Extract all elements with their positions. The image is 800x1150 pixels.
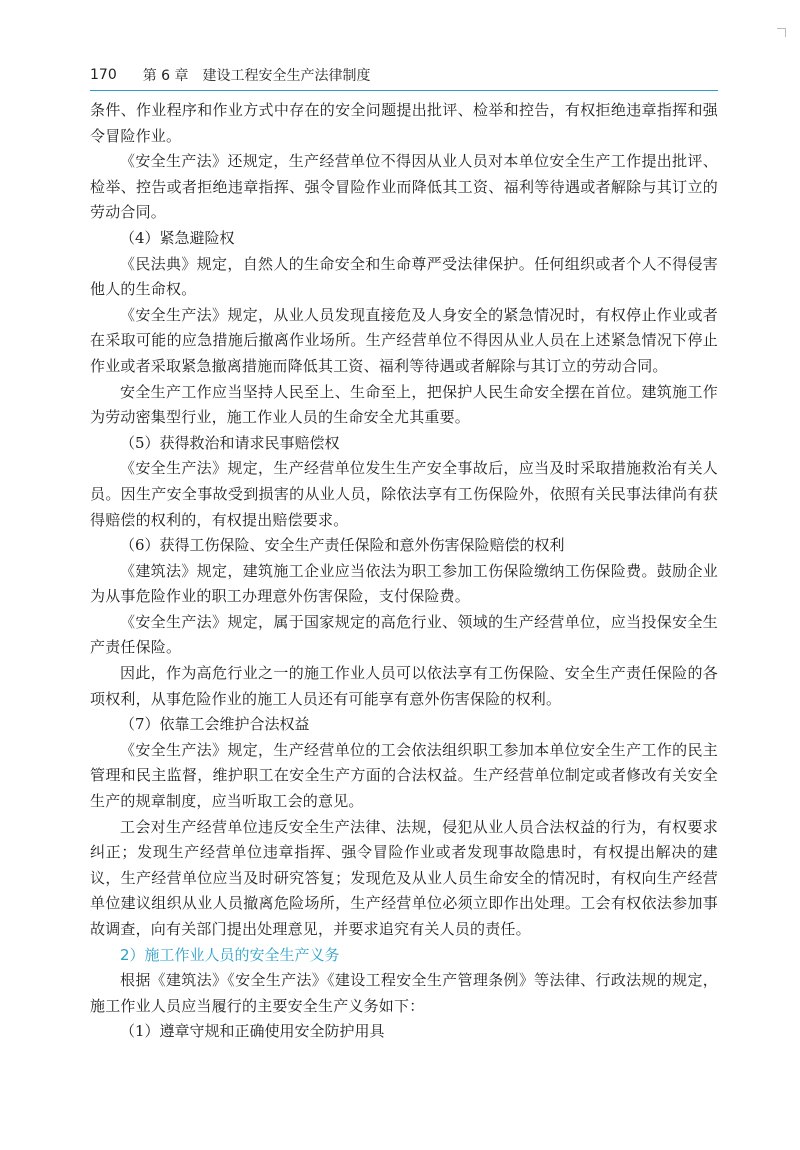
paragraph: 安全生产工作应当坚持人民至上、生命至上，把保护人民生命安全摆在首位。建筑施工作为劳动密集型行业，施工作业人员的生命安全尤其重要。 [90,382,718,427]
page-number: 170 [90,67,117,83]
subheading: （1）遵章守规和正确使用安全防护用具 [120,1022,385,1041]
paragraph: 条件、作业程序和作业方式中存在的安全问题提出批评、检举和控告，有权拒绝违章指挥和强令冒险作业。 [90,101,718,145]
paragraph: 《建筑法》规定，建筑施工企业应当依法为职工参加工伤保险缴纳工伤保险费。鼓励企业为从事危险作业的职工办理意外伤害保险，支付保险费。 [90,561,718,606]
chapter-title: 建设工程安全生产法律制度 [202,68,371,84]
paragraph: 工会对生产经营单位违反安全生产法律、法规，侵犯从业人员合法权益的行为，有权要求纠正；发现生产经营单位违章指挥、强令冒险作业或者发现事故隐患时，有权提出解决的建议，生产经营单位应当及时研究答复；发现危及从业人员生命安全的情况时，有权向生产经营单位建议组织从业人员撤离危险场所，生产经营单位必须立即作出处理。工会有权依法参加事故调查，向有关部门提出处理意见，并要求追究有关人员的责任。 [90,817,718,938]
paragraph: 《安全生产法》规定，属于国家规定的高危行业、领域的生产经营单位，应当投保安全生产责任保险。 [90,612,718,657]
crop-mark [777,28,786,37]
subheading: （7）依靠工会维护合法权益 [120,715,310,734]
running-header [90,64,718,86]
paragraph: 因此，作为高危行业之一的施工作业人员可以依法享有工伤保险、安全生产责任保险的各项权利，从事危险作业的施工人员还有可能享有意外伤害保险的权利。 [90,664,718,708]
subheading: （4）紧急避险权 [120,228,235,247]
header-divider [90,90,718,91]
section-heading: 2）施工作业人员的安全生产义务 [120,945,340,964]
paragraph: 《安全生产法》规定，从业人员发现直接危及人身安全的紧急情况时，有权停止作业或者在采取可能的应急措施后撤离作业场所。生产经营单位不得因从业人员在上述紧急情况下停止作业或者采取紧急撤离措施而降低其工资、福利等待遇或者解除与其订立的劳动合同。 [90,305,718,375]
subheading: （5）获得救治和请求民事赔偿权 [120,433,340,452]
page-body [90,98,718,1045]
paragraph: 《民法典》规定，自然人的生命安全和生命尊严受法律保护。任何组织或者个人不得侵害他人的生命权。 [90,254,718,299]
subheading: （6）获得工伤保险、安全生产责任保险和意外伤害保险赔偿的权利 [120,536,565,555]
paragraph: 《安全生产法》还规定，生产经营单位不得因从业人员对本单位安全生产工作提出批评、检举、控告或者拒绝违章指挥、强令冒险作业而降低其工资、福利等待遇或者解除与其订立的劳动合同。 [90,152,718,222]
paragraph: 《安全生产法》规定，生产经营单位发生生产安全事故后，应当及时采取措施救治有关人员。因生产安全事故受到损害的从业人员，除依法享有工伤保险外，依照有关民事法律尚有获得赔偿的权利的，有权提出赔偿要求。 [90,459,718,529]
chapter-number: 第 6 章 [142,68,189,84]
paragraph: 根据《建筑法》《安全生产法》《建设工程安全生产管理条例》等法律、行政法规的规定，施工作业人员应当履行的主要安全生产义务如下： [90,971,718,1015]
paragraph: 《安全生产法》规定，生产经营单位的工会依法组织职工参加本单位安全生产工作的民主管理和民主监督，维护职工在安全生产方面的合法权益。生产经营单位制定或者修改有关安全生产的规章制度，应当听取工会的意见。 [90,740,718,811]
